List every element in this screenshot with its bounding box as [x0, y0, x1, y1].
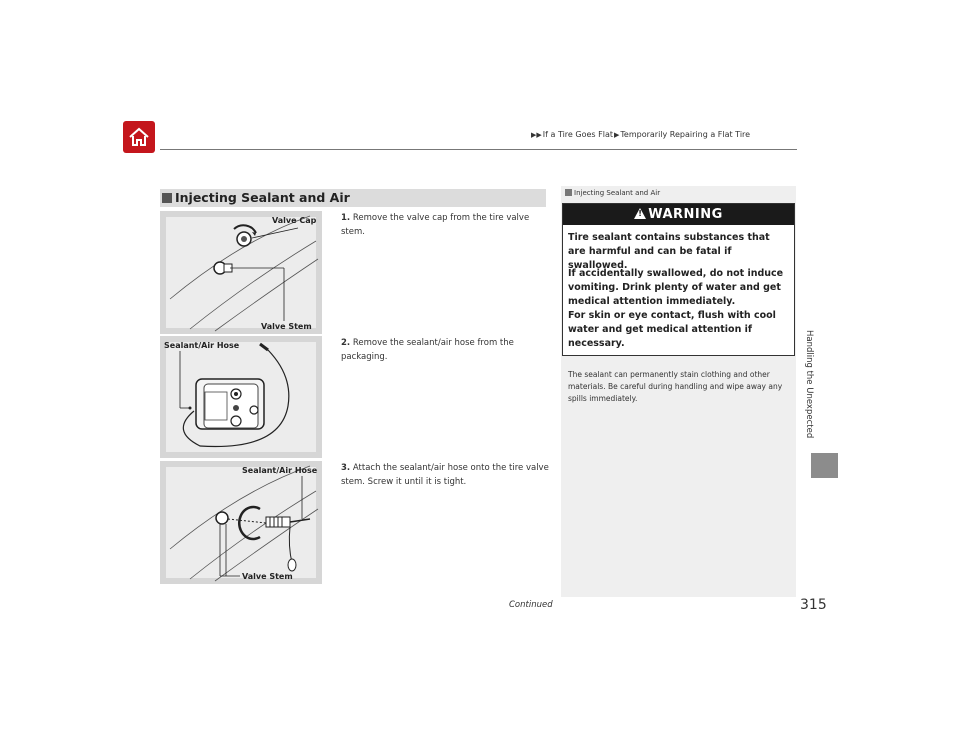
warning-label: WARNING: [648, 207, 723, 222]
figure-valve-cap: [160, 211, 322, 334]
header-divider: [160, 149, 797, 150]
note-icon: [565, 189, 572, 196]
note-heading-text: Injecting Sealant and Air: [574, 189, 661, 197]
side-tab-marker: [811, 453, 838, 478]
note-text: The sealant can permanently stain clothing and other materials. Be careful during handling and wipe away any spills immediately.: [568, 370, 783, 403]
hose-attach-illustration: [160, 461, 322, 584]
figure-sealant-hose: [160, 336, 322, 458]
note-heading: [565, 189, 660, 197]
section-title-text: Injecting Sealant and Air: [175, 190, 350, 205]
side-tab-label: Handling the Unexpected: [804, 330, 814, 439]
home-button[interactable]: [123, 121, 155, 153]
figure-label-valve-stem: Valve Stem: [261, 322, 312, 331]
step-1: [341, 211, 551, 239]
step-3: [341, 461, 551, 489]
step-number: 1.: [341, 213, 351, 223]
side-tab[interactable]: [804, 330, 826, 470]
step-text: Remove the valve cap from the tire valve stem.: [341, 213, 530, 237]
valve-stem-illustration: [160, 211, 322, 334]
warning-paragraph: For skin or eye contact, flush with cool water and get medical attention if necessary.: [568, 310, 776, 349]
section-title: [162, 190, 350, 205]
breadcrumb-arrow-icon: ▶▶: [531, 131, 542, 139]
warning-icon: [634, 208, 646, 219]
step-text: Attach the sealant/air hose onto the tire valve stem. Screw it until it is tight.: [341, 463, 549, 487]
page-number: 315: [800, 597, 827, 613]
figure-label-valve-stem: Valve Stem: [242, 572, 293, 581]
breadcrumb-item[interactable]: Temporarily Repairing a Flat Tire: [620, 130, 751, 139]
step-text: Remove the sealant/air hose from the packaging.: [341, 338, 514, 362]
step-number: 3.: [341, 463, 351, 473]
home-icon: [127, 125, 151, 149]
breadcrumb-arrow-icon: ▶: [613, 131, 620, 139]
warning-paragraph: Tire sealant contains substances that are harmful and can be fatal if swallowed.: [568, 232, 770, 271]
continued-label: Continued: [509, 600, 553, 610]
step-2: [341, 336, 551, 364]
repair-kit-illustration: [160, 336, 322, 458]
breadcrumb: [530, 130, 750, 139]
figure-label-sealant-hose: Sealant/Air Hose: [164, 341, 240, 350]
warning-paragraph: If accidentally swallowed, do not induce vomiting. Drink plenty of water and get medical attention immediately.: [568, 268, 784, 307]
step-number: 2.: [341, 338, 351, 348]
warning-header: [563, 204, 794, 225]
figure-label-sealant-hose: Sealant/Air Hose: [242, 466, 318, 475]
breadcrumb-item[interactable]: If a Tire Goes Flat: [542, 130, 613, 139]
warning-box: [562, 203, 795, 356]
figure-attach-hose: [160, 461, 322, 584]
figure-label-valve-cap: Valve Cap: [272, 216, 317, 225]
section-square-icon: [162, 193, 172, 203]
